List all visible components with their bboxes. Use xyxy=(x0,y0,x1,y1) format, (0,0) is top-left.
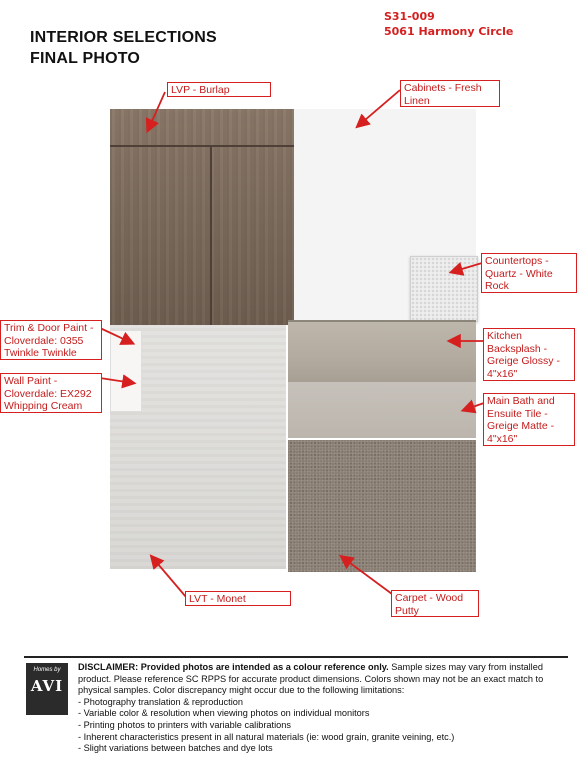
paint-card-sample xyxy=(110,330,142,412)
label-cabinets: Cabinets - Fresh Linen xyxy=(400,80,500,107)
logo-text: AVI xyxy=(30,677,64,695)
footer-divider xyxy=(24,656,568,658)
label-trim-paint: Trim & Door Paint - Cloverdale: 0355 Twinkle Twinkle xyxy=(0,320,102,360)
lvp-sample xyxy=(110,109,296,325)
label-bath-tile: Main Bath and Ensuite Tile - Greige Matte - 4"x16" xyxy=(483,393,575,446)
label-countertops: Countertops - Quartz - White Rock xyxy=(481,253,577,293)
countertop-sample xyxy=(410,256,478,322)
lot-code: S31-009 xyxy=(384,10,435,23)
label-lvp: LVP - Burlap xyxy=(167,82,271,97)
list-item: - Inherent characteristics present in all natural materials (ie: wood grain, granite veining, etc.) xyxy=(78,731,455,742)
limitations-list xyxy=(78,697,570,755)
label-lvt: LVT - Monet xyxy=(185,591,291,606)
lvp-seam xyxy=(110,145,296,147)
logo-script: Homes by xyxy=(33,667,61,673)
disclaimer-heading: DISCLAIMER: Provided photos are intended as a colour reference only. xyxy=(78,662,389,672)
lvp-seam xyxy=(210,147,212,325)
list-item: - Photography translation & reproduction xyxy=(78,696,243,707)
list-item: - Printing photos to printers with variable calibrations xyxy=(78,719,291,730)
backsplash-sample xyxy=(288,320,476,382)
list-item: - Slight variations between batches and dye lots xyxy=(78,743,273,754)
address: 5061 Harmony Circle xyxy=(384,25,514,38)
disclaimer xyxy=(78,662,570,755)
label-carpet: Carpet - Wood Putty xyxy=(391,590,479,617)
company-logo xyxy=(26,663,68,715)
carpet-sample xyxy=(288,440,476,572)
label-backsplash: Kitchen Backsplash - Greige Glossy - 4"x16" xyxy=(483,328,575,381)
bath-tile-sample xyxy=(288,382,476,438)
page-subtitle: FINAL PHOTO xyxy=(30,50,141,67)
disclaimer-text: Sample sizes may vary from installed product. Please reference SC RPPS for accurate product dimensions. Colors shown may not be an exact match to physical samples. Color discrepancy might occur due to the following limitations: xyxy=(78,662,544,696)
page-title: INTERIOR SELECTIONS xyxy=(30,29,217,46)
label-wall-paint: Wall Paint - Cloverdale: EX292 Whipping Cream xyxy=(0,373,102,413)
list-item: - Variable color & resolution when viewing photos on individual monitors xyxy=(78,708,370,719)
